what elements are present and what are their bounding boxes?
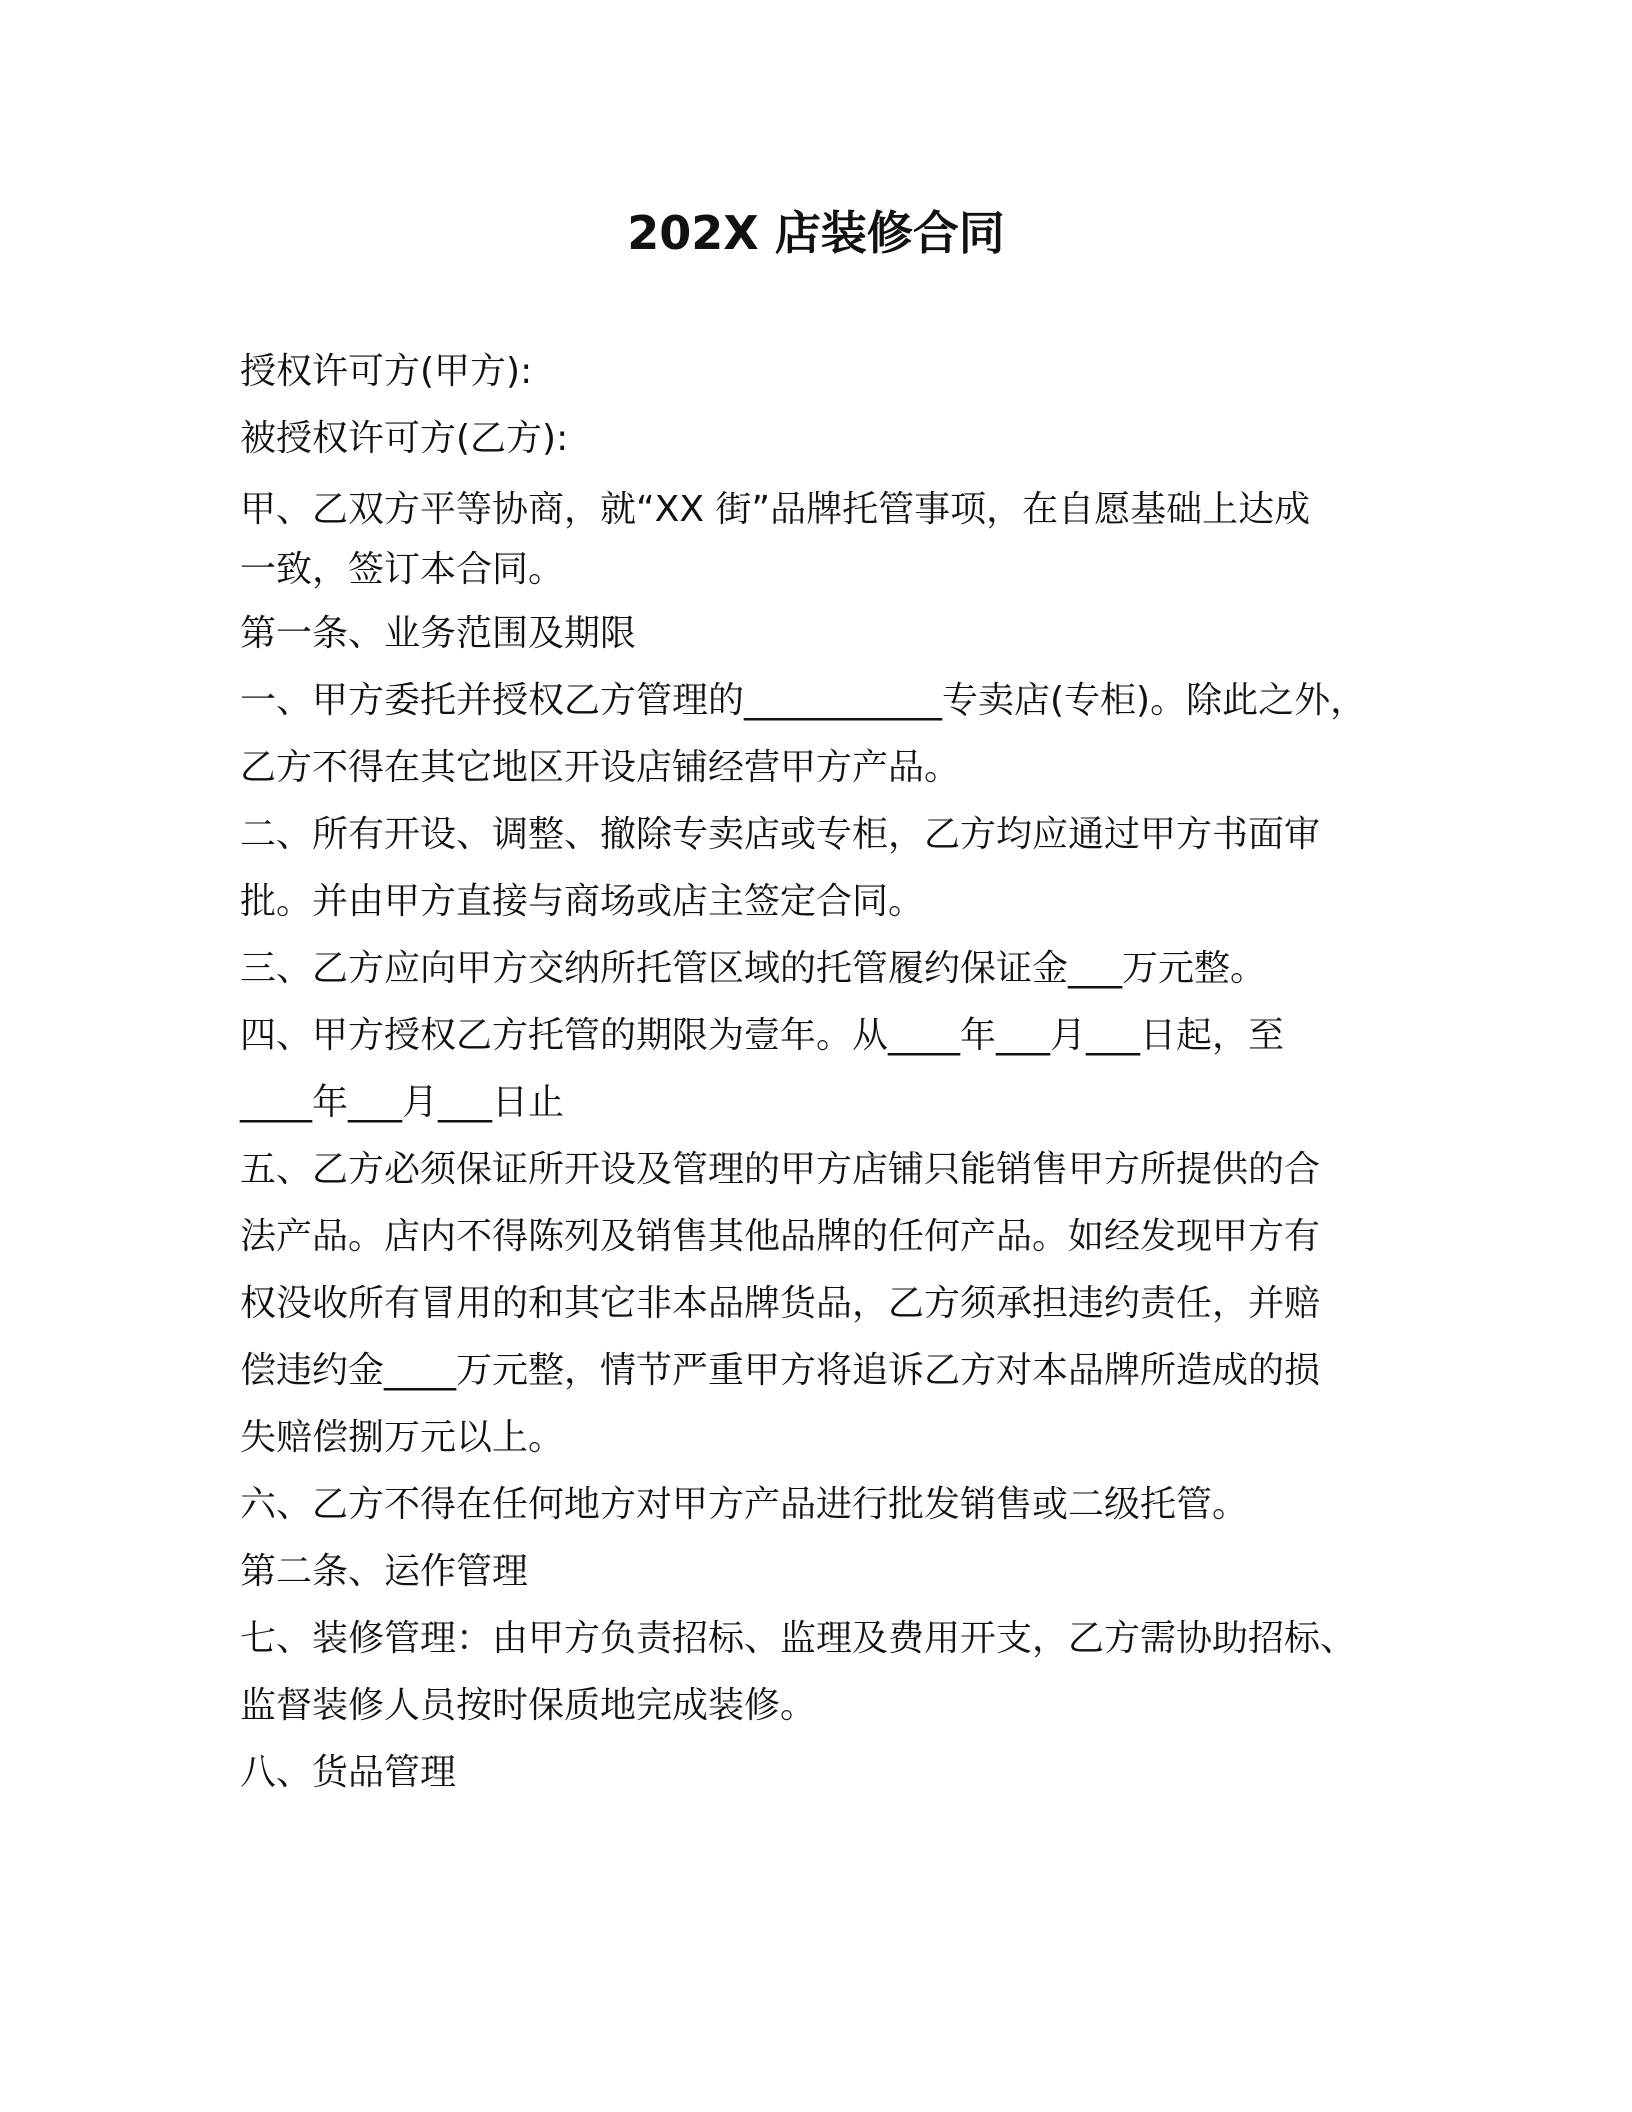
preamble-line: 甲、乙双方平等协商，就“XX 街”品牌托管事项，在自愿基础上达成 <box>240 489 1311 530</box>
clause-line: ____年___月___日止 <box>240 1082 565 1123</box>
party-b-line: 被授权许可方(乙方): <box>240 418 569 459</box>
document-body <box>240 338 1402 1806</box>
clause-line: 批。并由甲方直接与商场或店主签定合同。 <box>240 881 925 922</box>
clause-line: 失赔偿捌万元以上。 <box>240 1417 565 1458</box>
clause-line: 监督装修人员按时保质地完成装修。 <box>240 1685 817 1726</box>
clause-line: 权没收所有冒用的和其它非本品牌货品，乙方须承担违约责任，并赔 <box>240 1283 1321 1324</box>
section-heading: 第二条、运作管理 <box>240 1551 529 1592</box>
clause-line: 七、装修管理：由甲方负责招标、监理及费用开支，乙方需协助招标、 <box>240 1618 1357 1659</box>
clause-line: 二、所有开设、调整、撤除专卖店或专柜，乙方均应通过甲方书面审 <box>240 814 1321 855</box>
clause-line: 偿违约金____万元整，情节严重甲方将追诉乙方对本品牌所造成的损 <box>240 1350 1321 1391</box>
section-heading: 第一条、业务范围及期限 <box>240 613 637 654</box>
clause-line: 五、乙方必须保证所开设及管理的甲方店铺只能销售甲方所提供的合 <box>240 1149 1321 1190</box>
clause-line: 六、乙方不得在任何地方对甲方产品进行批发销售或二级托管。 <box>240 1484 1249 1525</box>
clause-line: 法产品。店内不得陈列及销售其他品牌的任何产品。如经发现甲方有 <box>240 1216 1321 1257</box>
preamble-line: 一致，签订本合同。 <box>240 549 565 590</box>
clause-line: 三、乙方应向甲方交纳所托管区域的托管履约保证金___万元整。 <box>240 948 1267 989</box>
clause-line: 四、甲方授权乙方托管的期限为壹年。从____年___月___日起，至 <box>240 1015 1285 1056</box>
document-title: 202X 店装修合同 <box>627 206 1005 260</box>
clause-line: 八、货品管理 <box>240 1752 457 1793</box>
clause-line: 乙方不得在其它地区开设店铺经营甲方产品。 <box>240 747 961 788</box>
party-a-line: 授权许可方(甲方): <box>240 351 533 392</box>
clause-line: 一、甲方委托并授权乙方管理的___________专卖店(专柜)。除此之外， <box>240 680 1367 721</box>
